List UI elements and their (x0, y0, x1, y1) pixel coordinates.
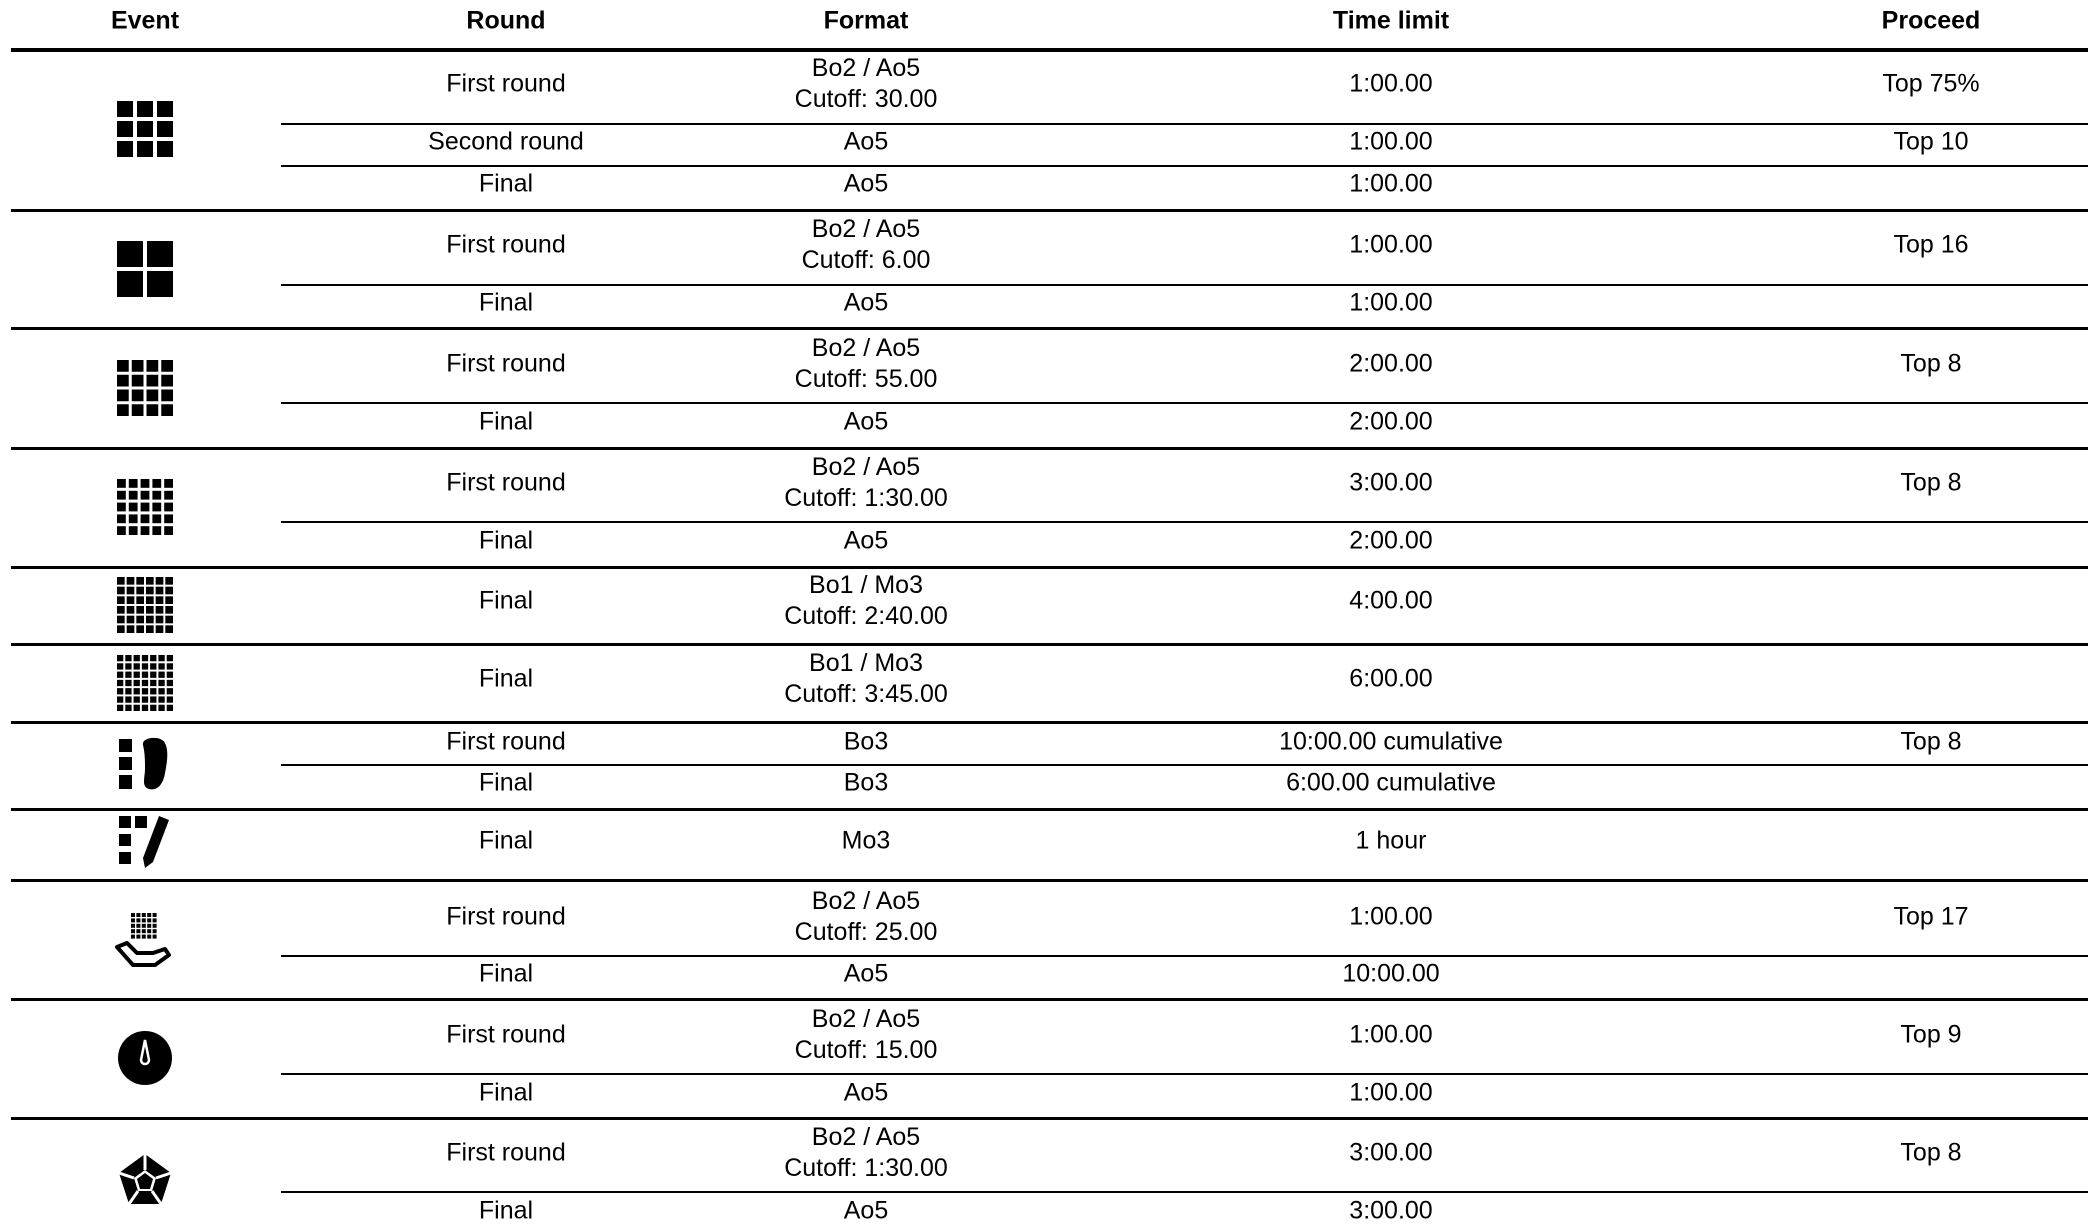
format-cell (844, 288, 888, 319)
round-separator (281, 402, 2088, 404)
round-cell: Final (478, 959, 534, 988)
header-time-limit: Time limit (1332, 6, 1450, 35)
blindfolded-icon (113, 733, 177, 797)
format-cell-line: Ao5 (843, 288, 889, 317)
format-cell-line: Bo1 / Mo3 (809, 571, 923, 599)
one-handed-icon (113, 909, 177, 973)
format-cell (784, 570, 948, 632)
round-cell: Final (478, 768, 534, 797)
format-cell-line: Bo2 / Ao5 (811, 1123, 921, 1151)
round-separator (281, 955, 2088, 957)
time-limit-cell: 4:00.00 (1349, 586, 1433, 615)
time-limit-cell: 2:00.00 (1349, 526, 1433, 555)
format-cell-line: Bo2 / Ao5 (811, 54, 921, 82)
round-cell: First round (446, 69, 566, 98)
format-cell (802, 214, 931, 276)
format-cell-line: Cutoff: 3:45.00 (784, 680, 948, 708)
time-limit-cell: 3:00.00 (1349, 1138, 1433, 1167)
format-cell-line: Bo3 (843, 768, 889, 797)
proceed-cell: Top 16 (1893, 230, 1969, 259)
round-cell: Final (478, 586, 534, 615)
round-cell: First round (446, 230, 566, 259)
header-event: Event (110, 6, 180, 35)
format-cell (844, 127, 888, 158)
time-limit-cell: 1:00.00 (1349, 1078, 1433, 1107)
event-separator (11, 808, 2088, 811)
round-cell: First round (446, 727, 566, 756)
round-cell: Final (478, 169, 534, 198)
format-cell-line: Bo2 / Ao5 (811, 453, 921, 481)
time-limit-cell: 6:00.00 (1349, 664, 1433, 693)
time-limit-cell: 1:00.00 (1349, 69, 1433, 98)
event-separator (11, 566, 2088, 569)
round-cell: Final (478, 1196, 534, 1225)
round-cell: First round (446, 902, 566, 931)
event-separator (11, 998, 2088, 1001)
format-cell-line: Ao5 (843, 1196, 889, 1225)
event-separator (11, 447, 2088, 450)
format-cell-line: Bo2 / Ao5 (811, 1005, 921, 1033)
format-cell-line: Ao5 (843, 127, 889, 156)
format-cell (844, 169, 888, 200)
cube-5x5-icon (113, 475, 177, 539)
format-cell (844, 768, 888, 799)
time-limit-cell: 2:00.00 (1349, 407, 1433, 436)
time-limit-cell: 3:00.00 (1349, 468, 1433, 497)
cube-4x4-icon (113, 356, 177, 420)
time-limit-cell: 1:00.00 (1349, 1020, 1433, 1049)
header-rule (11, 48, 2088, 52)
cube-6x6-icon (113, 573, 177, 637)
fewest-moves-icon (113, 812, 177, 876)
format-cell (784, 452, 948, 514)
time-limit-cell: 3:00.00 (1349, 1196, 1433, 1225)
event-separator (11, 1117, 2088, 1120)
format-cell-line: Bo3 (843, 727, 889, 756)
event-separator (11, 327, 2088, 330)
format-cell-line: Cutoff: 2:40.00 (784, 602, 948, 630)
format-cell (844, 959, 888, 990)
round-cell: Final (478, 664, 534, 693)
round-separator (281, 764, 2088, 766)
proceed-cell: Top 8 (1900, 727, 1962, 756)
round-separator (281, 123, 2088, 125)
round-cell: Final (478, 826, 534, 855)
format-cell (795, 333, 938, 395)
round-cell: Second round (428, 127, 584, 156)
round-cell: First round (446, 468, 566, 497)
format-cell-line: Cutoff: 6.00 (801, 246, 931, 274)
format-cell-line: Bo1 / Mo3 (809, 649, 923, 677)
round-cell: Final (478, 1078, 534, 1107)
time-limit-cell: 1:00.00 (1349, 230, 1433, 259)
proceed-cell: Top 8 (1900, 349, 1962, 378)
format-cell-line: Bo2 / Ao5 (811, 334, 921, 362)
time-limit-cell: 1:00.00 (1349, 288, 1433, 317)
time-limit-cell: 10:00.00 cumulative (1279, 727, 1503, 756)
format-cell (784, 1122, 948, 1184)
round-cell: Final (478, 407, 534, 436)
format-cell (844, 526, 888, 557)
format-cell-line: Bo2 / Ao5 (811, 887, 921, 915)
format-cell-line: Ao5 (843, 959, 889, 988)
format-cell (842, 826, 891, 857)
proceed-cell: Top 8 (1900, 468, 1962, 497)
time-limit-cell: 6:00.00 cumulative (1286, 768, 1496, 797)
cube-7x7-icon (113, 651, 177, 715)
format-cell-line: Ao5 (843, 1078, 889, 1107)
proceed-cell: Top 10 (1893, 127, 1969, 156)
format-cell (844, 1196, 888, 1227)
round-separator (281, 165, 2088, 167)
format-cell (844, 1078, 888, 1109)
format-cell-line: Bo2 / Ao5 (811, 215, 921, 243)
proceed-cell: Top 75% (1882, 69, 1980, 98)
round-cell: First round (446, 349, 566, 378)
format-cell (844, 407, 888, 438)
round-separator (281, 1191, 2088, 1193)
format-cell-line: Cutoff: 15.00 (794, 1036, 938, 1064)
time-limit-cell: 1:00.00 (1349, 169, 1433, 198)
round-separator (281, 284, 2088, 286)
proceed-cell: Top 9 (1900, 1020, 1962, 1049)
time-limit-cell: 1:00.00 (1349, 127, 1433, 156)
format-cell-line: Cutoff: 55.00 (794, 365, 938, 393)
format-cell (795, 886, 938, 948)
format-cell-line: Mo3 (841, 826, 891, 855)
header-format: Format (823, 6, 909, 35)
format-cell-line: Cutoff: 1:30.00 (784, 484, 948, 512)
header-proceed: Proceed (1881, 6, 1981, 35)
round-cell: Final (478, 288, 534, 317)
time-limit-cell: 1:00.00 (1349, 902, 1433, 931)
cube-2x2-icon (113, 237, 177, 301)
round-cell: First round (446, 1020, 566, 1049)
round-separator (281, 1073, 2088, 1075)
round-separator (281, 521, 2088, 523)
time-limit-cell: 2:00.00 (1349, 349, 1433, 378)
event-separator (11, 721, 2088, 724)
clock-icon (113, 1026, 177, 1090)
proceed-cell: Top 8 (1900, 1138, 1962, 1167)
header-round: Round (466, 6, 546, 35)
round-cell: First round (446, 1138, 566, 1167)
round-cell: Final (478, 526, 534, 555)
format-cell-line: Cutoff: 30.00 (794, 85, 938, 113)
format-cell (784, 648, 948, 710)
megaminx-icon (113, 1148, 177, 1212)
format-cell (795, 53, 938, 115)
format-cell-line: Cutoff: 1:30.00 (784, 1154, 948, 1182)
event-separator (11, 879, 2088, 882)
format-cell-line: Ao5 (843, 526, 889, 555)
format-cell (844, 727, 888, 758)
cube-3x3-icon (113, 97, 177, 161)
format-cell (795, 1004, 938, 1066)
time-limit-cell: 1 hour (1355, 826, 1427, 855)
format-cell-line: Cutoff: 25.00 (794, 918, 938, 946)
time-limit-cell: 10:00.00 (1342, 959, 1440, 988)
format-cell-line: Ao5 (843, 407, 889, 436)
proceed-cell: Top 17 (1893, 902, 1969, 931)
event-separator (11, 643, 2088, 646)
event-separator (11, 209, 2088, 212)
format-cell-line: Ao5 (843, 169, 889, 198)
